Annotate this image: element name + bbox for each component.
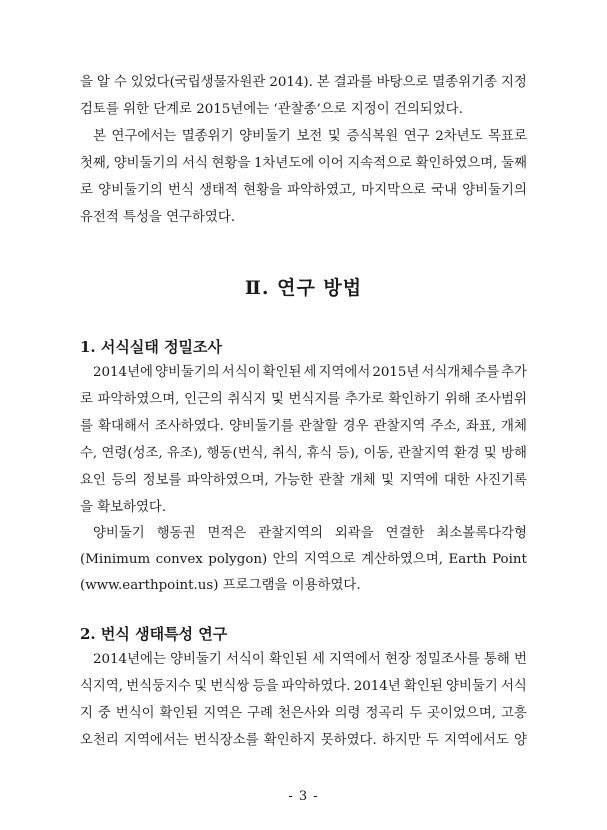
section1-line [80, 420, 527, 433]
word: 및 [327, 129, 341, 144]
word: 파악하였으며, [97, 392, 180, 407]
word: 행동(번식, [206, 446, 268, 461]
word: 천은사와 [277, 706, 330, 721]
word: 계산하였으며, [361, 552, 444, 567]
word: 및 [194, 679, 208, 694]
word: 하지만 [381, 733, 421, 748]
word: 서식 [501, 679, 527, 694]
word: 지속적으로 [347, 156, 412, 171]
word: 지역에 [399, 473, 439, 488]
word: 유조), [166, 446, 203, 461]
chapter-heading: Ⅱ. 연구 방법 [244, 277, 363, 299]
section1-line: 을 확보하였다. [80, 500, 167, 515]
word: 및 [483, 446, 497, 461]
word: 현장 [384, 652, 411, 667]
word: 정밀조사를 [415, 652, 480, 667]
word: 지역에서 [329, 652, 381, 667]
word: 두 [409, 706, 423, 721]
section1-line [80, 553, 527, 566]
word: 보전 [296, 129, 323, 144]
section2-line [80, 734, 527, 747]
word: 양비둘기를 [228, 419, 294, 434]
word: 추가로 [344, 392, 384, 407]
word: 국내 [431, 183, 458, 198]
word: 마지막으로 [361, 183, 426, 198]
word: 통해 [483, 652, 510, 667]
word: 정곡리 [365, 706, 405, 721]
word: 현황을 [211, 156, 251, 171]
word: 서식개체수를 [421, 365, 500, 380]
word: 양비둘기의 [113, 156, 179, 171]
word: 본 [93, 129, 106, 144]
word: 위해 [444, 392, 471, 407]
section2-line [80, 707, 527, 720]
intro-line [93, 130, 527, 143]
word: 생태적 [199, 183, 238, 198]
word: 개체 [349, 473, 376, 488]
word: 등), [336, 446, 360, 461]
section1-line: (www.earthpoint.us) 프로그램을 이용하였다. [80, 578, 361, 593]
word: 연구에서는 [111, 129, 177, 144]
word: 를 [80, 419, 93, 434]
word: 가능한 [274, 473, 314, 488]
word: 취식지 [227, 392, 267, 407]
word: 식지역, [80, 679, 124, 694]
word: 관찰지역 [373, 419, 426, 434]
word: 오천리 [80, 733, 119, 748]
word: 관찰 [318, 473, 345, 488]
section-heading-2: 2. 번식 생태특성 연구 [80, 625, 228, 643]
word: 고흥 [500, 706, 527, 721]
word: 인근의 [184, 392, 223, 407]
word: 확인하지 [263, 733, 316, 748]
page-number: - 3 - [288, 789, 319, 804]
word: 번식 [168, 183, 194, 198]
intro-line [80, 184, 527, 197]
word: 요인 [80, 473, 106, 488]
word: 취식, [272, 446, 303, 461]
word: 안의 [272, 552, 299, 567]
section1-line [80, 393, 527, 406]
word: 수, [80, 446, 98, 461]
word: 2차년도 [435, 129, 483, 144]
word: 확인된 [159, 706, 199, 721]
word: 번식쌍 [210, 679, 250, 694]
section1-line [93, 527, 527, 540]
word: 바탕으로 [376, 75, 429, 90]
word: 확인하기 [388, 392, 441, 407]
word: 경우 [342, 419, 369, 434]
word: 번 [513, 652, 527, 667]
word: 못하였다. [320, 733, 377, 748]
word: 멸종위기 [181, 129, 234, 144]
word: 파악하였고, [287, 183, 357, 198]
word: 관찰지역의 [258, 526, 323, 541]
word: 번식이 [115, 706, 155, 721]
word: 현황을 [243, 183, 282, 198]
word: 지역에서 [318, 365, 371, 380]
word: Point [492, 552, 527, 567]
section1-line [93, 366, 527, 379]
word: 지역은 [203, 706, 243, 721]
word: 지정 [501, 75, 527, 90]
word: 확인된 [403, 679, 443, 694]
word: 양비둘기 [239, 129, 291, 144]
word: 멸종위기종 [432, 75, 498, 90]
word: 양비둘기 [170, 652, 222, 667]
word: polygon) [208, 552, 268, 567]
word: 번식장소를 [193, 733, 259, 748]
word: 확인된 [268, 652, 308, 667]
word: convex [155, 552, 203, 567]
word: 휴식 [306, 446, 333, 461]
section-heading-1: 1. 서식실태 정밀조사 [80, 338, 223, 356]
word: 수 [113, 75, 127, 90]
word: 조사하였다. [154, 419, 224, 434]
word: 로 [80, 392, 93, 407]
word: 결과를 [333, 75, 373, 90]
word: 첫째, [80, 156, 111, 171]
word: 외곽을 [334, 526, 374, 541]
word: 양비둘기의 [155, 365, 220, 380]
word: 행동권 [156, 526, 196, 541]
word: 세 [303, 365, 317, 380]
word: 양비둘기의 [462, 183, 527, 198]
section2-line [93, 653, 527, 666]
word: 개체 [501, 419, 527, 434]
word: 지 [80, 706, 93, 721]
word: 지역에서도 [444, 733, 509, 748]
word: 이동, [363, 446, 394, 461]
intro-line: 검토를 위한 단계로 2015년에는 ‘관찰종’으로 지정이 건의되었다. [80, 102, 463, 117]
intro-line [80, 76, 527, 89]
word: 확인하였으며, [415, 156, 498, 171]
word: 본 [316, 75, 330, 90]
word: 양비둘기 [446, 679, 498, 694]
word: 2014년에 [93, 365, 153, 380]
word: 주소, [430, 419, 461, 434]
word: 알 [96, 75, 110, 90]
word: 방해 [501, 446, 527, 461]
word: 면적은 [207, 526, 247, 541]
section2-line [80, 680, 527, 693]
word: 서식이 [221, 365, 261, 380]
word: 확대해서 [98, 419, 150, 434]
word: 관찰지역 [397, 446, 450, 461]
word: 서식이 [225, 652, 265, 667]
word: 증식복원 [346, 129, 399, 144]
section1-line [80, 447, 527, 460]
word: 대한 [443, 473, 470, 488]
word: 양 [514, 733, 527, 748]
word: 정보를 [142, 473, 182, 488]
word: 등의 [111, 473, 138, 488]
word: 파악하였으며, [186, 473, 269, 488]
word: 을 [80, 75, 93, 90]
word: 서식 [182, 156, 208, 171]
word: 양비둘기 [93, 526, 145, 541]
word: 2014년에는 [93, 652, 166, 667]
intro-line [80, 157, 527, 170]
word: 의령 [334, 706, 361, 721]
word: 이어 [317, 156, 344, 171]
word: Earth [448, 552, 487, 567]
word: 1차년도에 [253, 156, 315, 171]
word: 연구 [403, 129, 430, 144]
word: 사진기록 [475, 473, 527, 488]
word: 곳이었으며, [427, 706, 497, 721]
word: (Minimum [80, 552, 151, 567]
word: 구례 [247, 706, 273, 721]
word: 지역으로 [303, 552, 356, 567]
word: 중 [97, 706, 111, 721]
word: 목표로 [488, 129, 527, 144]
section1-line [80, 474, 527, 487]
word: 연령(성조, [101, 446, 163, 461]
word: 둘째 [501, 156, 527, 171]
word: 연결한 [385, 526, 425, 541]
word: 2014). [269, 75, 313, 90]
word: 추가 [501, 365, 527, 380]
word: 등을 [252, 679, 279, 694]
word: 번식지를 [288, 392, 341, 407]
word: 있었다(국립생물자원관 [130, 75, 266, 90]
intro-line: 유전적 특성을 연구하였다. [80, 210, 236, 225]
word: 환경 [453, 446, 480, 461]
word: 세 [311, 652, 325, 667]
word: 관찰할 [298, 419, 338, 434]
word: 2015년 [372, 365, 420, 380]
word: 및 [270, 392, 284, 407]
word: 및 [381, 473, 395, 488]
word: 두 [425, 733, 439, 748]
word: 지역에서는 [124, 733, 189, 748]
word: 번식둥지수 [126, 679, 191, 694]
word: 확인된 [262, 365, 302, 380]
word: 양비둘기의 [98, 183, 163, 198]
word: 2014년 [353, 679, 401, 694]
word: 로 [80, 183, 93, 198]
word: 좌표, [465, 419, 496, 434]
word: 조사범위 [475, 392, 527, 407]
word: 최소볼록다각형 [436, 526, 527, 541]
word: 파악하였다. [281, 679, 351, 694]
